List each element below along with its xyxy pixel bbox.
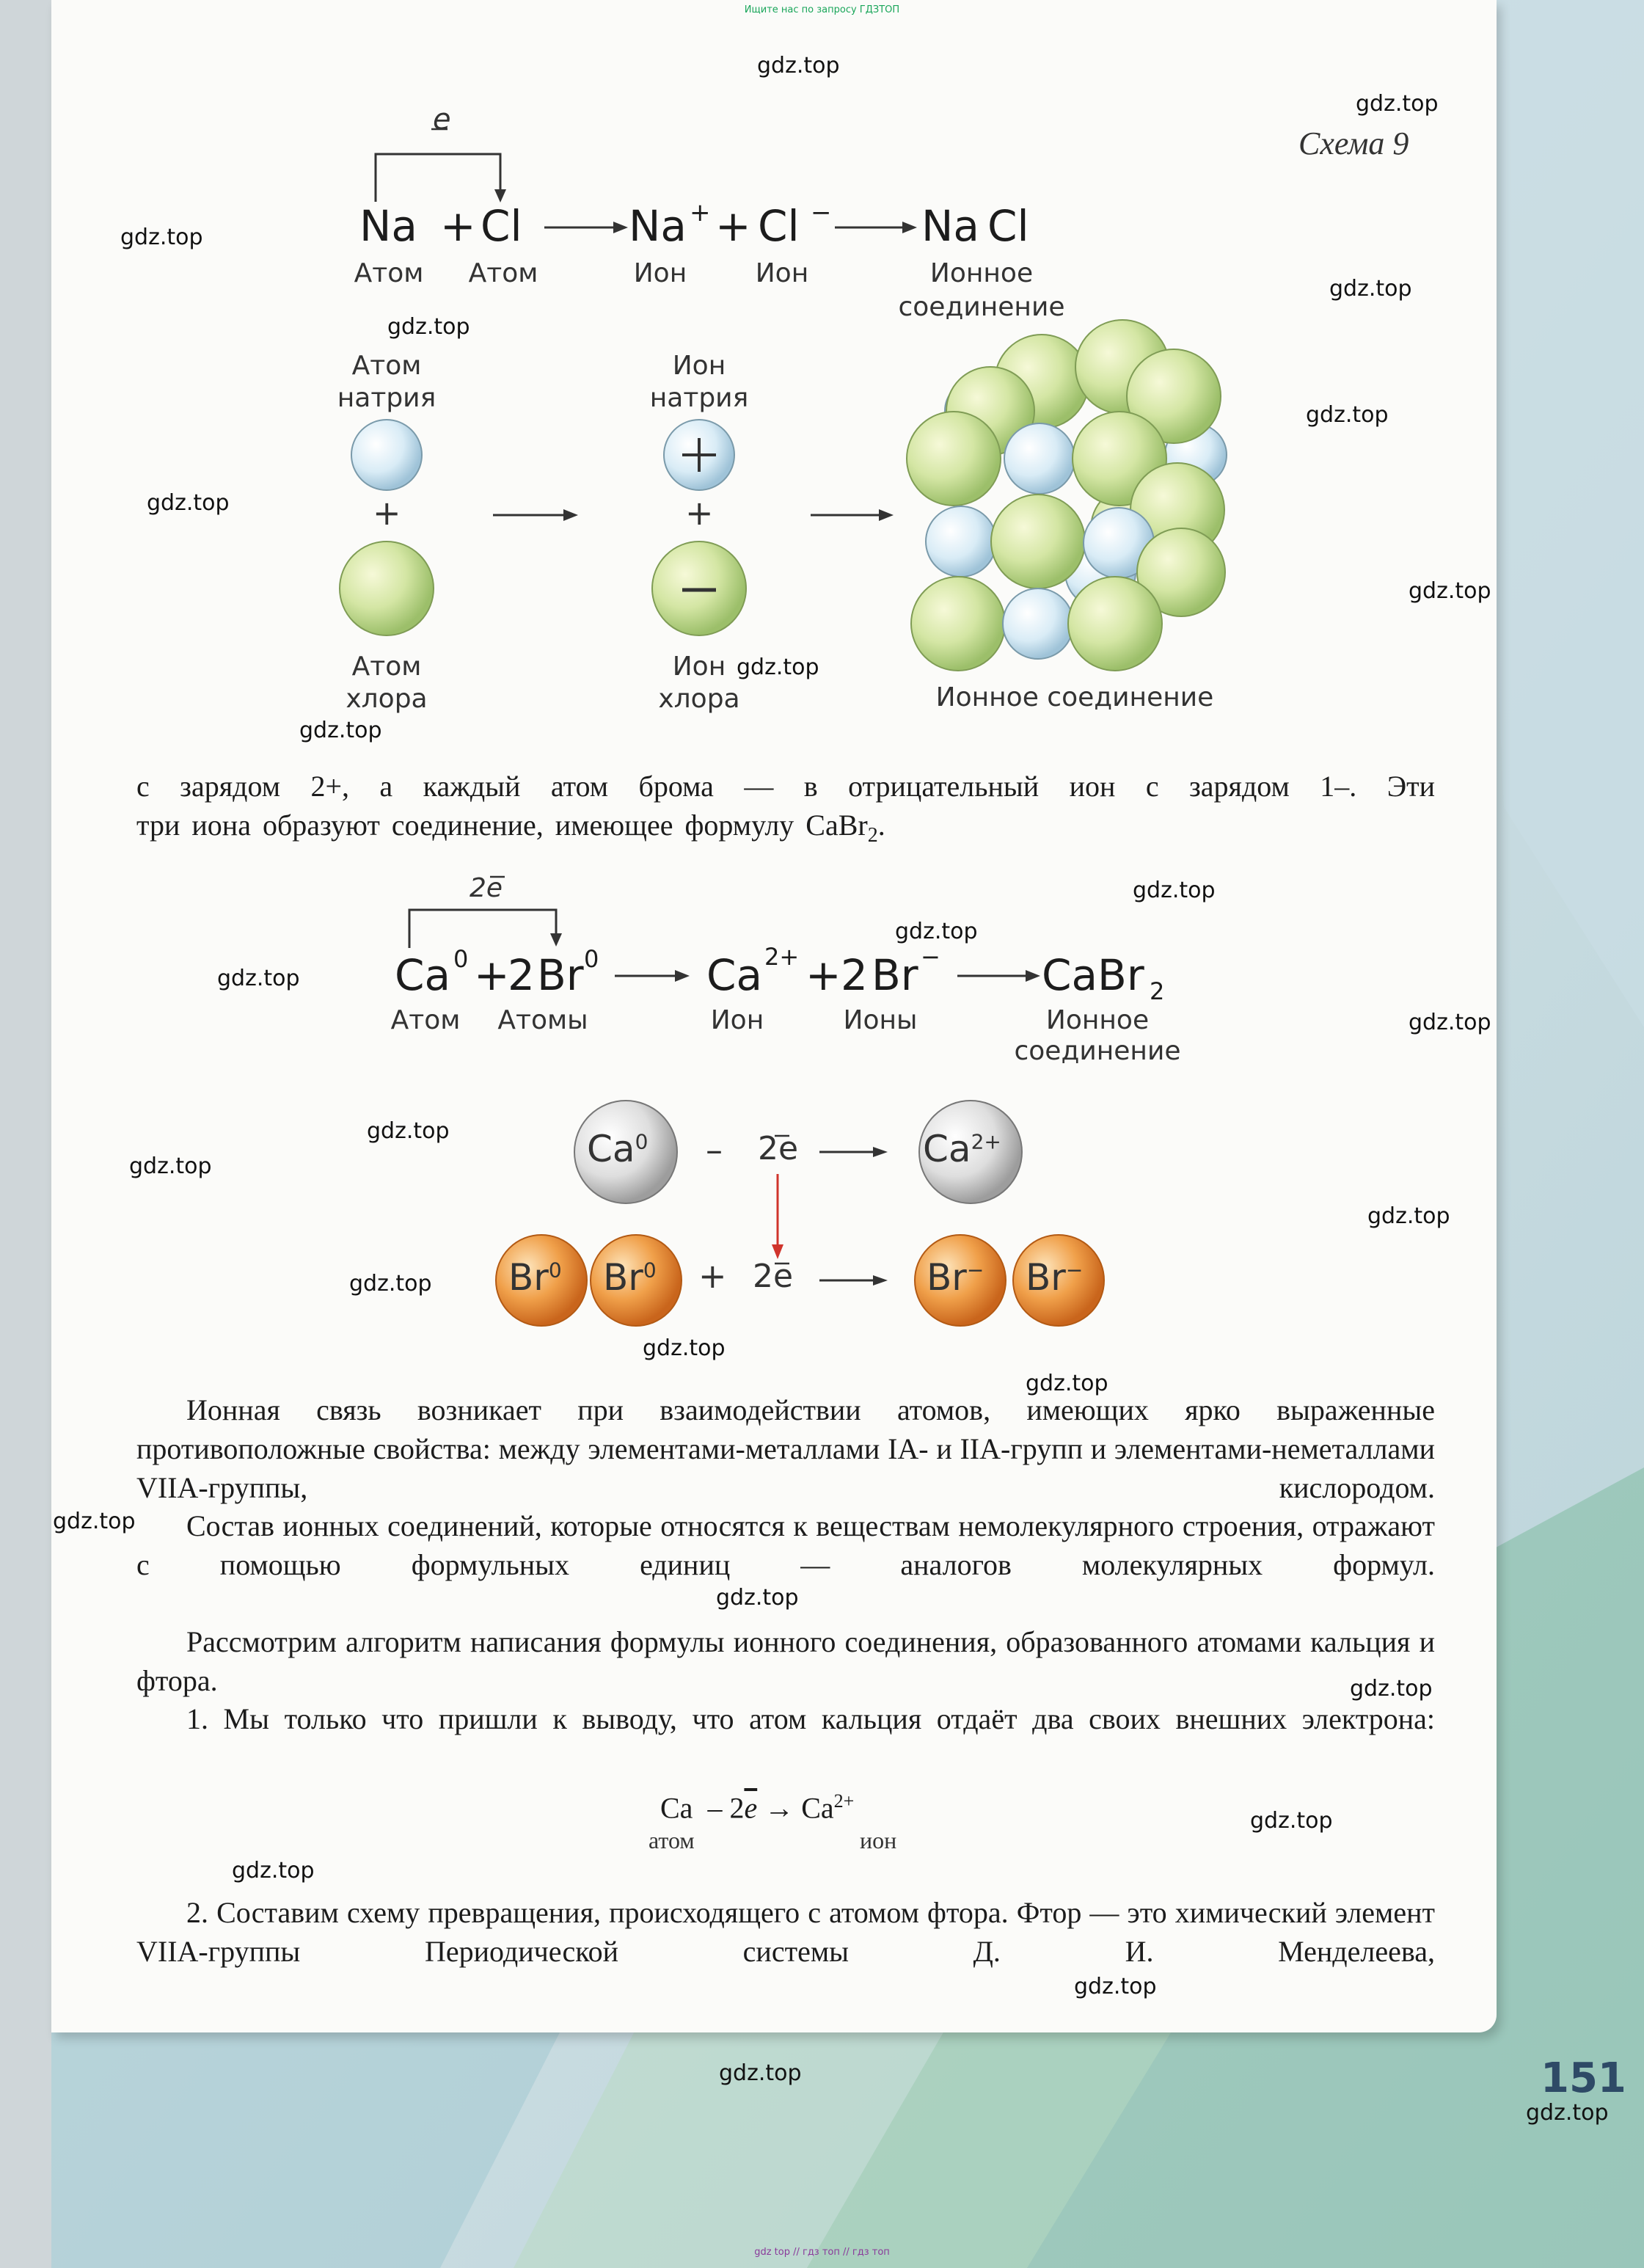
paragraph-1-line-2: три иона образуют соединение, имеющее формулу CaBr$_2$.: [136, 809, 885, 847]
label-compound-1: Ионное: [929, 258, 1034, 288]
eq-product-na: Na: [921, 201, 979, 251]
small-equation: $Ca - 2\overline{e} \to Ca^{2+}$: [660, 1790, 855, 1825]
ball-two-e-bottom: 2e: [753, 1258, 794, 1295]
paragraph-ionic-bond: Ионная связь возникает при взаимодействии атомов, имеющих ярко выраженные противоположные свойства: между элементами-металлами IA- и IIA-групп и элементами-неметаллами VIIA-группы, кислородом.: [136, 1393, 1435, 1504]
eq-plus-1: +: [440, 201, 476, 251]
eq-cl-charge: −: [811, 198, 832, 227]
watermark: gdz.top: [1409, 1010, 1491, 1035]
label-atom-2: Атом: [468, 258, 538, 288]
ball-ca-ion-label: $Ca^{2+}$: [923, 1128, 1001, 1170]
label-atom-1: Атом: [354, 258, 424, 288]
label-cabr-compound-2: соединение: [1014, 1036, 1181, 1066]
eq-na-charge: +: [690, 198, 711, 227]
watermark: gdz.top: [1133, 878, 1216, 903]
ball-ca-atom-label: Ca$^0$: [587, 1128, 649, 1170]
eq-product-cl: Cl: [987, 201, 1029, 251]
label-cl-ion-2: хлора: [658, 684, 740, 714]
label-ion-2: Ион: [755, 258, 809, 288]
watermark: gdz.top: [1329, 276, 1412, 302]
watermark: gdz.top: [120, 225, 203, 250]
watermark: gdz.top: [1306, 402, 1389, 428]
br-ion-charge: −: [921, 943, 940, 971]
paragraph-composition: Состав ионных соединений, которые относятся к веществам немолекулярного строения, отражают с помощью формульных единиц — аналогов молекулярных формул.: [136, 1509, 1435, 1581]
ball-br-atom-label-1: Br$^0$: [508, 1256, 562, 1299]
eq-plus-2: +: [715, 201, 751, 251]
br-atom-charge: 0: [584, 945, 599, 973]
watermark: gdz.top: [367, 1118, 450, 1144]
watermark: gdz.top: [643, 1335, 726, 1361]
label-na-ion-2: натрия: [649, 383, 749, 413]
label-br-ions: Ионы: [843, 1005, 918, 1035]
watermark: gdz.top: [1350, 1676, 1433, 1702]
watermark: gdz.top: [1409, 578, 1491, 604]
label-compound-2: соединение: [898, 292, 1065, 322]
label-cl-ion-1: Ион: [672, 652, 726, 682]
ball-br-ion-label-2: Br−: [1026, 1256, 1084, 1299]
bottom-watermark: gdz top // гдз топ // гдз топ: [754, 2247, 890, 2258]
label-cabr-compound-1: Ионное: [1045, 1005, 1150, 1035]
small-eq-ion-label: ион: [860, 1827, 897, 1853]
eq-na: Na: [359, 201, 417, 251]
watermark: gdz.top: [1074, 1974, 1157, 1999]
br-coefficient: 2: [508, 950, 535, 1000]
watermark: gdz.top: [1356, 91, 1439, 117]
br-ion-symbol: Br: [872, 950, 918, 1000]
watermark: gdz.top: [1367, 1203, 1450, 1229]
watermark: gdz.top: [1250, 1808, 1333, 1834]
watermark: gdz.top: [757, 53, 840, 79]
electron-symbol: e: [433, 103, 451, 136]
watermark: gdz.top: [1026, 1371, 1108, 1396]
paragraph-step-1: 1. Мы только что пришли к выводу, что атом кальция отдаёт два своих внешних электрона:: [186, 1702, 1435, 1735]
watermark: gdz.top: [895, 919, 978, 944]
cabr-plus-2: +: [805, 950, 841, 1000]
top-watermark: Ищите нас по запросу ГДЗТОП: [744, 4, 900, 15]
paragraph-algorithm: Рассмотрим алгоритм написания формулы ионного соединения, образованного атомами кальция и фтора.: [136, 1625, 1435, 1697]
watermark: gdz.top: [349, 1271, 432, 1297]
watermark: gdz.top: [716, 1585, 799, 1611]
ball-plus: +: [698, 1256, 727, 1296]
paragraph-step-2: 2. Составим схему превращения, происходящего с атомом фтора. Фтор — это химический элемент VIIA-группы Периодической системы Д. И. Менделеева,: [136, 1896, 1435, 1968]
watermark: gdz.top: [232, 1858, 315, 1884]
scheme-label: Схема 9: [1298, 125, 1409, 161]
eq-cl-ion: Cl: [758, 201, 800, 251]
plus-right: +: [685, 493, 714, 533]
watermark: gdz.top: [737, 654, 819, 680]
cabr-plus-1: +: [474, 950, 510, 1000]
watermark: gdz.top: [53, 1509, 136, 1534]
label-ca-ion: Ион: [710, 1005, 764, 1035]
ball-minus: –: [706, 1130, 723, 1170]
label-na-atom-1: Атом: [351, 351, 422, 381]
watermark: gdz.top: [1526, 2100, 1609, 2126]
watermark: gdz.top: [129, 1153, 212, 1179]
small-eq-atom-label: атом: [649, 1827, 695, 1853]
page-number: 151: [1541, 2054, 1626, 2102]
label-na-ion-1: Ион: [672, 351, 726, 381]
label-br-atoms: Атомы: [497, 1005, 588, 1035]
two-electrons-label: 2e: [470, 873, 503, 903]
watermark: gdz.top: [147, 490, 230, 516]
ca-atom-charge: 0: [453, 945, 469, 973]
label-ion-1: Ион: [633, 258, 687, 288]
paragraph-1-line-1: с зарядом 2+, а каждый атом брома — в отрицательный ион с зарядом 1–. Эти: [136, 770, 1435, 803]
cabr2-subscript: 2: [1150, 977, 1165, 1005]
label-ca-atom: Атом: [390, 1005, 461, 1035]
watermark: gdz.top: [299, 718, 382, 743]
cabr2-product: CaBr: [1042, 950, 1144, 1000]
watermark: gdz.top: [387, 314, 470, 340]
br-atom-symbol: Br: [537, 950, 584, 1000]
ball-br-ion-label-1: Br−: [927, 1256, 984, 1299]
plus-left: +: [373, 493, 401, 533]
watermark: gdz.top: [217, 966, 300, 991]
ball-two-e-top: 2e: [758, 1130, 799, 1167]
label-cl-atom-1: Атом: [351, 652, 422, 682]
ca-ion-symbol: Ca: [706, 950, 763, 1000]
ca-atom-symbol: Ca: [395, 950, 451, 1000]
ca-ion-charge: 2+: [764, 943, 800, 971]
label-cl-atom-2: хлора: [346, 684, 428, 714]
label-na-atom-2: натрия: [337, 383, 436, 413]
eq-cl: Cl: [481, 201, 522, 251]
label-ionic-compound: Ионное соединение: [935, 682, 1214, 712]
eq-na-ion: Na: [629, 201, 687, 251]
ball-br-atom-label-2: Br$^0$: [603, 1256, 657, 1299]
watermark: gdz.top: [719, 2060, 802, 2086]
br-ion-coefficient: 2: [841, 950, 868, 1000]
